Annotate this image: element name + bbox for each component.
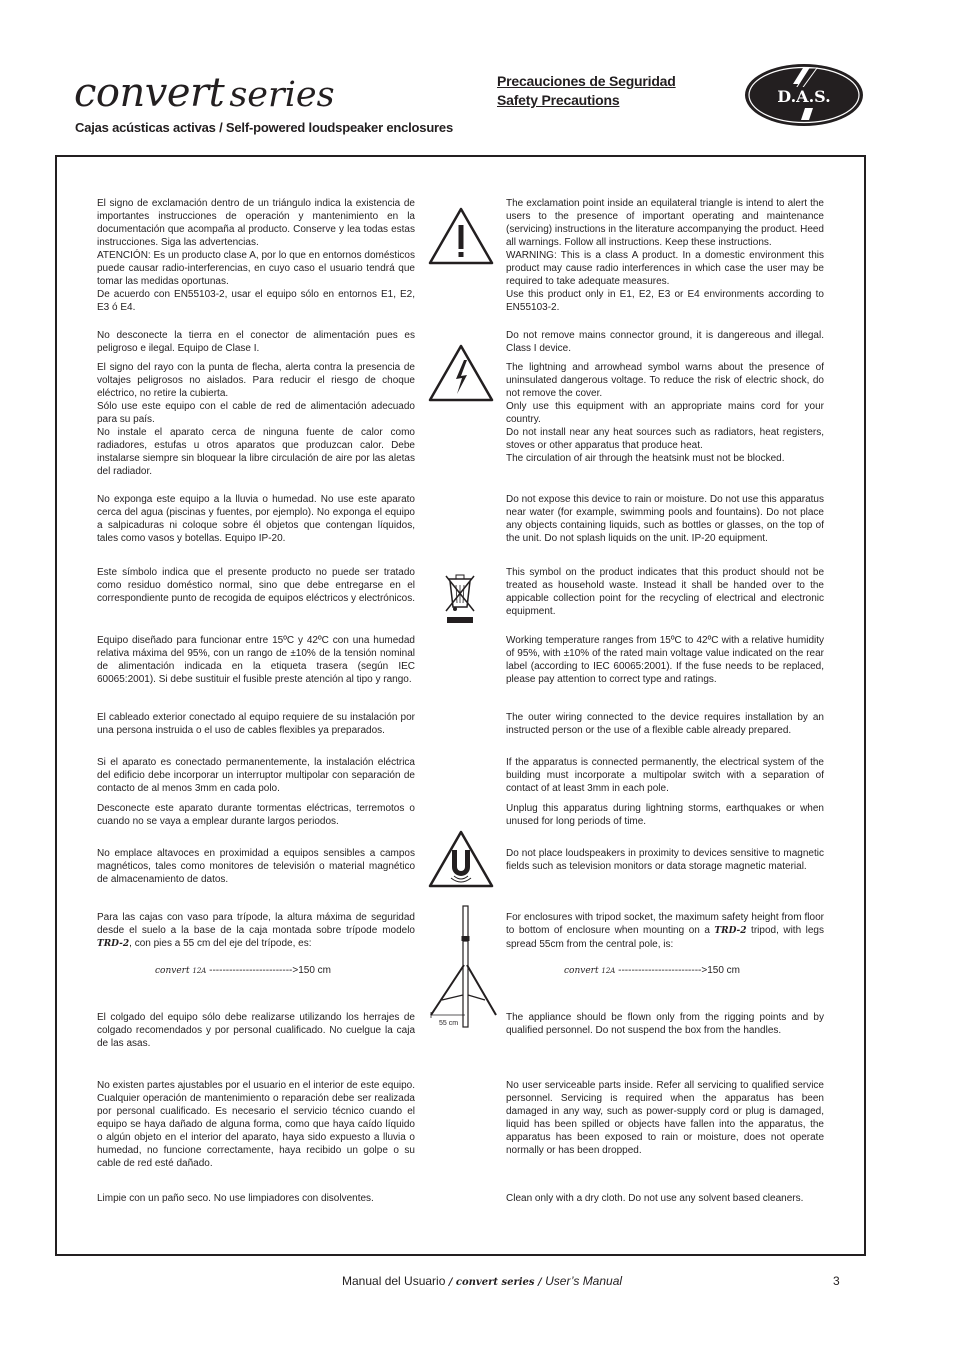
- page-subtitle: Cajas acústicas activas / Self-powered loudspeaker enclosures: [75, 120, 453, 135]
- height-value: 150 cm: [707, 965, 741, 976]
- brand-word-convert: convert: [74, 70, 225, 116]
- footer-manual-es: Manual del Usuario: [342, 1274, 449, 1288]
- en-text: The lightning and arrowhead symbol warns about the presence of uninsulated dangerous voltage. To reduce the risk of electric shock, do not remove the cover.: [506, 362, 824, 399]
- tripod-icon: [425, 903, 501, 1043]
- es-magnetic-block: No emplace altavoces en proximidad a equipos sensibles a campos magnéticos, tales como monitores de televisión o material magnético de almacenamiento de datos.: [97, 848, 415, 885]
- en-service-block: No user serviceable parts inside. Refer all servicing to qualified service personnel. Servicing is required when the apparatus has been damaged in any way, such as power-supply cord or plug is damaged, liquid has been spilled or objects have fallen into the apparatus, the apparatus has been exposed to rain or moisture, does not operate normally or has been dropped.: [506, 1080, 824, 1156]
- es-moisture-block: No exponga este equipo a la lluvia o humedad. No use este aparato cerca del agua (piscinas y fuentes, por ejemplo). No exponga el equipo a salpicaduras ni coloque sobre él objetos que contengan líquidos, tales como vasos y botellas. Equipo IP-20.: [97, 494, 415, 544]
- en-temperature-block: Working temperature ranges from 15ºC to 42ºC with a relative humidity of 95%, with ±10% of the rated main voltage value indicated on the rear label (according to IEC 60065:2001). If the fuse needs to be replaced, please pay attention to correct type and ratings.: [506, 635, 824, 685]
- en-weee-block: This symbol on the product indicates that this product should not be treated as household waste. Instead it shall be handed over to the appicable collection point for the recycling of electrical and electronic equipment.: [506, 567, 824, 617]
- footer-slash: /: [448, 1277, 456, 1288]
- en-wiring-block: The outer wiring connected to the device requires installation by an instructed person or the use of a flexible cable already prepared.: [506, 712, 824, 736]
- magnet-warning-icon: [427, 829, 495, 889]
- es-lightning-block: [97, 361, 415, 478]
- brand-word-series: series: [229, 75, 335, 115]
- en-rigging-block: The appliance should be flown only from the rigging points and by qualified personnel. Do not suspend the box from the handles.: [506, 1012, 824, 1036]
- es-permanent-block: Si el aparato es conectado permanentemente, la instalación eléctrica del edificio debe incorporar un interruptor multipolar con separación de contacto de al menos 3mm en cada polo.: [97, 757, 415, 794]
- en-text: tripod, with legs spread 55cm from the central pole, is:: [506, 925, 824, 950]
- footer-manual-en: User’s Manual: [545, 1274, 623, 1288]
- tripod-model: TRD-2: [97, 939, 130, 949]
- section-title: [497, 72, 676, 110]
- es-text: El signo de exclamación dentro de un triángulo indica la existencia de importantes instrucciones de operación y mantenimiento en la documentación que acompaña al producto. Conserve y lea todas estas instrucciones. Siga las advertencias.: [97, 198, 415, 248]
- tripod-spread-label: 55 cm: [439, 1020, 459, 1027]
- height-dashes: ------------------------->: [206, 965, 299, 976]
- es-weee-block: Este símbolo indica que el presente producto no puede ser tratado como residuo doméstico normal, sino que debe entregarse en el correspondiente punto de recogida de equipos eléctricos y electrónicos.: [97, 567, 415, 604]
- es-unplug-block: Desconecte este aparato durante tormentas eléctricas, terremotos o cuando no se vaya a emplear durante largos periodos.: [97, 803, 415, 827]
- es-text: ATENCIÓN: Es un producto clase A, por lo que en entornos domésticos puede causar radio-interferencias, en cuyo caso el usuario tendrá que tomar las medidas oportunas.: [97, 250, 415, 287]
- en-text: Do not install near any heat sources such as radiators, heat registers, stoves or other apparatus that produce heat.: [506, 427, 824, 451]
- page-footer: [342, 1274, 622, 1288]
- es-service-block: No existen partes ajustables por el usuario en el interior de este equipo. Cualquier operación de mantenimiento o reparación debe ser realizada por personal cualificado. Es necesario el servicio técnico cuando el equipo se haya dañado de alguna forma, como que haya caído líquido o algún objeto en el interior del aparato, haya sido expuesto a lluvia o humedad, no funcione correctamente, haya recibido un golpe o su cable de red esté dañado.: [97, 1080, 415, 1169]
- es-exclamation-block: [97, 197, 415, 314]
- height-value: 150 cm: [298, 965, 332, 976]
- model-number: 12A: [601, 967, 616, 975]
- en-text: For enclosures with tripod socket, the maximum safety height from floor to bottom of enclosure when mounting on a: [506, 912, 824, 936]
- es-text: El signo del rayo con la punta de flecha, alerta contra la presencia de voltajes peligrosos no aislados. Para reducir el riesgo de choque eléctrico, no retire la cubierta.: [97, 362, 415, 399]
- es-text: Para las cajas con vaso para trípode, la altura máxima de seguridad desde el suelo a la base de la caja montada sobre trípode modelo: [97, 912, 415, 936]
- es-height-line: [155, 964, 331, 978]
- logo-text: D.A.S.: [777, 87, 831, 106]
- model-name: convert: [155, 966, 190, 976]
- es-rigging-block: El colgado del equipo sólo debe realizarse utilizando los herrajes de colgado recomendados y por personal cualificado. No cuelgue la caja de las asas.: [97, 1012, 415, 1049]
- es-text: , con pies a 55 cm del eje del trípode, es:: [129, 938, 312, 949]
- section-title-en: Safety Precautions: [497, 92, 620, 108]
- en-permanent-block: If the apparatus is connected permanently, the electrical system of the building must incorporate a multipolar switch with a separation of contact of at least 3mm in each pole.: [506, 757, 824, 794]
- lightning-warning-icon: [427, 343, 495, 403]
- exclamation-warning-icon: [427, 206, 495, 266]
- en-text: The circulation of air through the heatsink must not be blocked.: [506, 453, 785, 464]
- brand-title: [74, 70, 335, 116]
- es-tripod-block: [97, 911, 415, 951]
- das-logo: [743, 62, 865, 128]
- footer-slash: /: [534, 1277, 546, 1288]
- model-name: convert: [564, 966, 599, 976]
- en-lightning-block: [506, 361, 824, 465]
- en-tripod-block: [506, 911, 824, 951]
- en-text: Only use this equipment with an appropriate mains cord for your country.: [506, 401, 824, 425]
- en-unplug-block: Unplug this apparatus during lightning storms, earthquakes or when unused for long periods of time.: [506, 803, 824, 827]
- footer-series: convert series: [455, 1277, 535, 1288]
- es-ground-block: No desconecte la tierra en el conector de alimentación pues es peligroso e ilegal. Equipo de Clase I.: [97, 330, 415, 354]
- en-text: WARNING: This is a class A product. In a domestic environment this product may cause radio interferences in which case the user may be required to take adequate measures.: [506, 250, 824, 287]
- es-text: De acuerdo con EN55103-2, usar el equipo sólo en entornos E1, E2, E3 ó E4.: [97, 289, 415, 313]
- tripod-model: TRD-2: [714, 926, 747, 936]
- en-magnetic-block: Do not place loudspeakers in proximity to devices sensitive to magnetic fields such as television monitors or data storage magnetic material.: [506, 848, 824, 872]
- es-wiring-block: El cableado exterior conectado al equipo requiere de su instalación por una persona instruida o el uso de cables flexibles ya preparados.: [97, 712, 415, 736]
- es-text: No instale el aparato cerca de ninguna fuente de calor como radiadores, estufas u otros aparatos que produzcan calor. Debe instalarse siempre sin bloquear la libre circulación de aire por las aletas del radiador.: [97, 427, 415, 477]
- en-exclamation-block: [506, 197, 824, 314]
- es-temperature-block: Equipo diseñado para funcionar entre 15ºC y 42ºC con una humedad relativa máxima del 95%, con un rango de ±10% de la tensión nominal de alimentación indicada en la etiqueta trasera (según IEC 60065:2001). Si debe sustituir el fusible preste atención al tipo y rango.: [97, 635, 415, 685]
- en-ground-block: Do not remove mains connector ground, it is dangereous and illegal. Class I device.: [506, 330, 824, 354]
- es-cleaning-block: Limpie con un paño seco. No use limpiadores con disolventes.: [97, 1193, 374, 1204]
- section-title-es: Precauciones de Seguridad: [497, 73, 676, 89]
- en-cleaning-block: Clean only with a dry cloth. Do not use any solvent based cleaners.: [506, 1193, 804, 1204]
- page-number: 3: [833, 1274, 840, 1288]
- en-text: Use this product only in E1, E2, E3 or E4 environments according to EN55103-2.: [506, 289, 824, 313]
- en-text: The exclamation point inside an equilateral triangle is intend to alert the users to the presence of important operating and maintenance (servicing) instructions in the literature accompanying the product. Heed all warnings. Follow all instructions. Keep these instructions.: [506, 198, 824, 248]
- weee-bin-icon: [443, 571, 477, 625]
- en-height-line: [564, 964, 740, 978]
- es-text: Sólo use este equipo con el cable de red de alimentación adecuado para su país.: [97, 401, 415, 425]
- model-number: 12A: [192, 967, 207, 975]
- height-dashes: ------------------------->: [615, 965, 708, 976]
- en-moisture-block: Do not expose this device to rain or moisture. Do not use this apparatus near water (for example, swimming pools and fountains). Do not place any objects containing liquids, such as bottles or glasses, on the top of the unit. Do not splash liquids on the unit. IP-20 equipment.: [506, 494, 824, 544]
